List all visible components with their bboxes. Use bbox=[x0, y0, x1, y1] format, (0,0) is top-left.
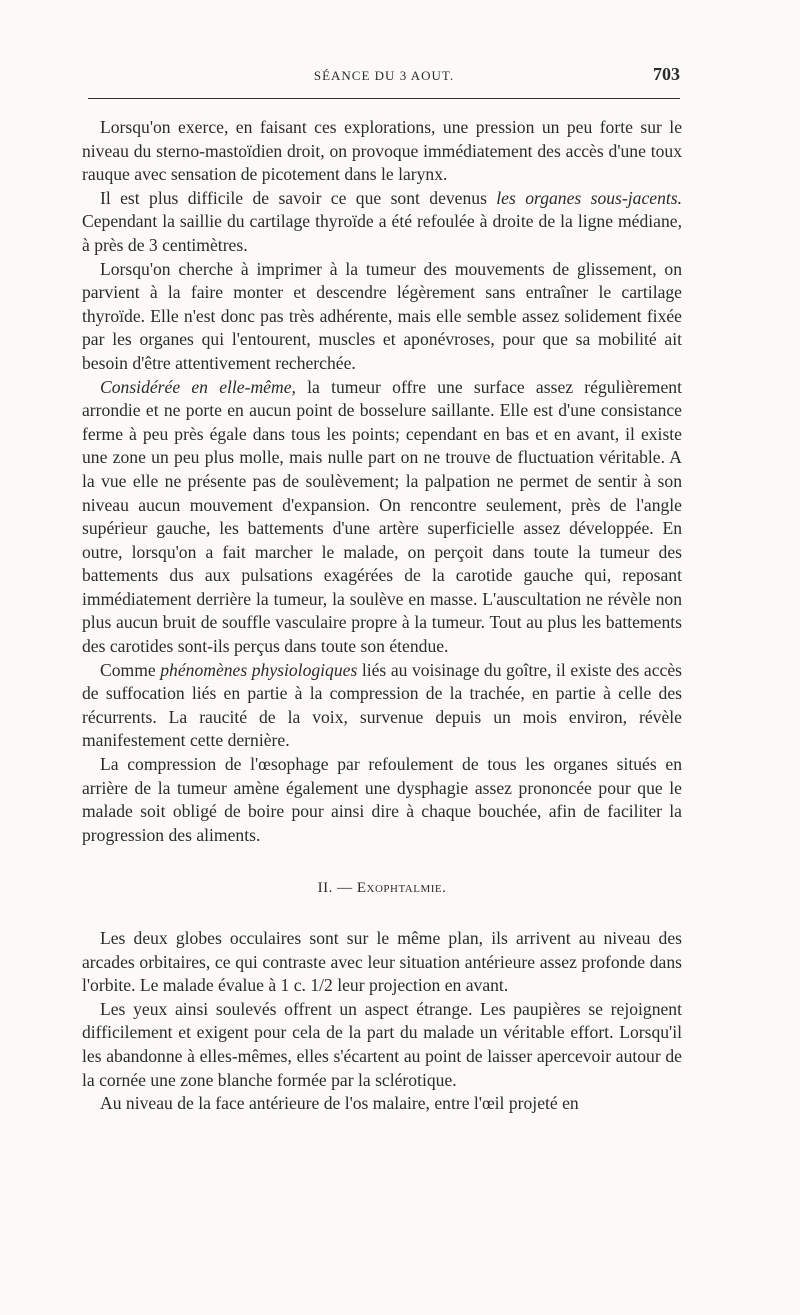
paragraph: Lorsqu'on cherche à imprimer à la tumeur des mouvements de glissement, on parvient à la faire monter et descendre légèrement sans entraîner le cartilage thyroïde. Elle n'est donc pas très adhérente, mais elle semble assez solidement fixée par les organes qui l'entourent, muscles et aponévroses, pour que sa mobilité ait besoin d'être attentivement recherchée. bbox=[82, 258, 682, 373]
paragraph: Comme phénomènes physiologiques liés au voisinage du goître, il existe des accès de suffocation liés en partie à la compression de la trachée, en partie à celle des récurrents. La raucité de la voix, survenue depuis un mois environ, révèle manifestement cette dernière. bbox=[82, 659, 682, 751]
paragraph: Les yeux ainsi soulevés offrent un aspect étrange. Les paupières se rejoignent difficilement et exigent pour cela de la part du malade un véritable effort. Lorsqu'il les abandonne à elles-mêmes, elles s'écartent au point de laisser apercevoir autour de la cornée une zone blanche formée par la sclérotique. bbox=[82, 998, 682, 1090]
section-title: Exophtalmie. bbox=[356, 880, 447, 897]
paragraph: La compression de l'œsophage par refoulement de tous les organes situés en arrière de la tumeur amène également une dysphagie assez prononcée pour que le malade soit obligé de boire pour ainsi dire à chaque bouchée, afin de faciliter la progression des aliments. bbox=[82, 754, 682, 845]
section-heading bbox=[82, 877, 682, 901]
paragraph: Considérée en elle-même, la tumeur offre une surface assez régulièrement arrondie et ne porte en aucun point de bosselure saillante. Elle est d'une consistance ferme à peu près égale dans tous les points; cependant en bas et en avant, il existe une zone un peu plus molle, mais nulle part on ne trouve de fluctuation véritable. A la vue elle ne présente pas de soulèvement; la palpation ne permet de sentir à son niveau aucun mouvement d'expansion. On rencontre seulement, près de l'angle supérieur gauche, les battements d'une artère superficielle assez développée. En outre, lorsqu'on a fait marcher le malade, on perçoit dans toute la tumeur des battements dus aux pulsations exagérées de la carotide gauche qui, reposant immédiatement derrière la tumeur, la soulève en masse. L'auscultation ne révèle non plus aucun bruit de souffle vasculaire propre à la tumeur. Tout au plus les battements des carotides sont-ils perçus dans toute son étendue. bbox=[82, 376, 682, 657]
page-body bbox=[82, 116, 682, 1116]
section-number: II. — bbox=[317, 880, 353, 897]
page-header bbox=[88, 62, 680, 92]
paragraph: Lorsqu'on exerce, en faisant ces explorations, une pression un peu forte sur le niveau du sterno-mastoïdien droit, on provoque immédiatement des accès d'une toux rauque avec sensation de picotement dans le larynx. bbox=[82, 117, 682, 185]
header-rule bbox=[88, 98, 680, 99]
italic-phrase: les organes sous-jacents. bbox=[496, 187, 682, 208]
page-number: 703 bbox=[653, 64, 680, 84]
paragraph: Les deux globes occulaires sont sur le même plan, ils arrivent au niveau des arcades orbitaires, ce qui contraste avec leur situation antérieure assez profonde dans l'orbite. Le malade évalue à 1 c. 1/2 leur projection en avant. bbox=[82, 928, 682, 996]
paragraph: Au niveau de la face antérieure de l'os malaire, entre l'œil projeté en bbox=[100, 1093, 579, 1114]
running-head: SÉANCE DU 3 AOUT. bbox=[313, 68, 455, 83]
paragraph: Il est plus difficile de savoir ce que sont devenus les organes sous-jacents. Cependant la saillie du cartilage thyroïde a été refoulée à droite de la ligne médiane, à près de 3 centimètres. bbox=[82, 187, 682, 255]
italic-phrase: Considérée en elle-même, bbox=[100, 376, 296, 397]
italic-phrase: phénomènes physiologiques bbox=[160, 659, 358, 680]
